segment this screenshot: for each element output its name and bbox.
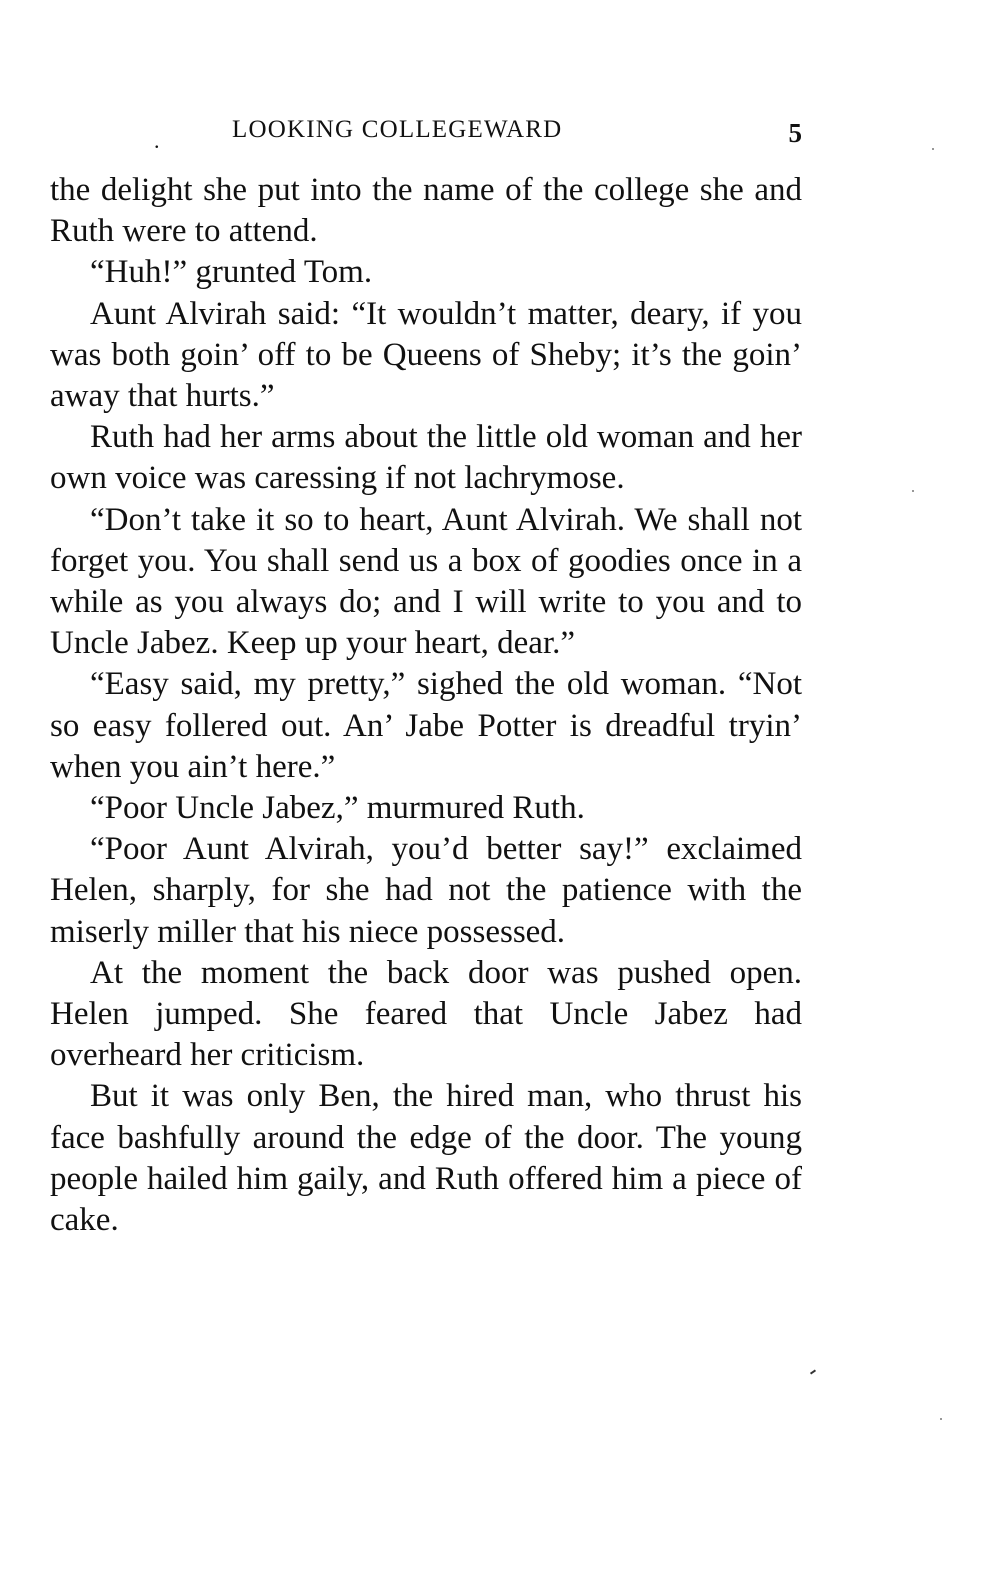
scan-mark	[810, 1369, 816, 1374]
paragraph-3: Aunt Alvirah said: “It wouldn’t matter, deary, if you was both goin’ off to be Queens of Sheby; it’s the goin’ away that hurts.”	[50, 295, 802, 415]
paragraph-7: “Poor Uncle Jabez,” murmured Ruth.	[90, 790, 585, 827]
header-dot: .	[154, 128, 160, 153]
paragraph-6: “Easy said, my pretty,” sighed the old woman. “Not so easy follered out. An’ Jabe Potter is dreadful tryin’ when you ain’t here.”	[50, 666, 802, 785]
body-text	[50, 170, 802, 1241]
page-number: 5	[788, 118, 802, 148]
running-head	[50, 112, 802, 152]
scan-speck	[912, 490, 914, 492]
paragraph-9: At the moment the back door was pushed open. Helen jumped. She feared that Uncle Jabez had overheard her criticism.	[50, 954, 802, 1074]
scan-speck	[932, 148, 934, 150]
scan-speck	[940, 1418, 942, 1420]
paragraph-5: “Don’t take it so to heart, Aunt Alvirah. We shall not forget you. You shall send us a box of goodies once in a while as you always do; and I will write to you and to Uncle Jabez. Keep up your heart, dear.”	[50, 501, 802, 662]
paragraph-4: Ruth had her arms about the little old woman and her own voice was caressing if not lachrymose.	[50, 419, 802, 497]
paragraph-1: the delight she put into the name of the college she and Ruth were to attend.	[50, 172, 802, 250]
paragraph-2: “Huh!” grunted Tom.	[90, 254, 373, 291]
running-title: LOOKING COLLEGEWARD	[232, 116, 563, 143]
paragraph-10: But it was only Ben, the hired man, who thrust his face bashfully around the edge of the door. The young people hailed him gaily, and Ruth offered him a piece of cake.	[50, 1078, 802, 1239]
paragraph-8: “Poor Aunt Alvirah, you’d better say!” exclaimed Helen, sharply, for she had not the patience with the miserly miller that his niece possessed.	[50, 831, 802, 950]
